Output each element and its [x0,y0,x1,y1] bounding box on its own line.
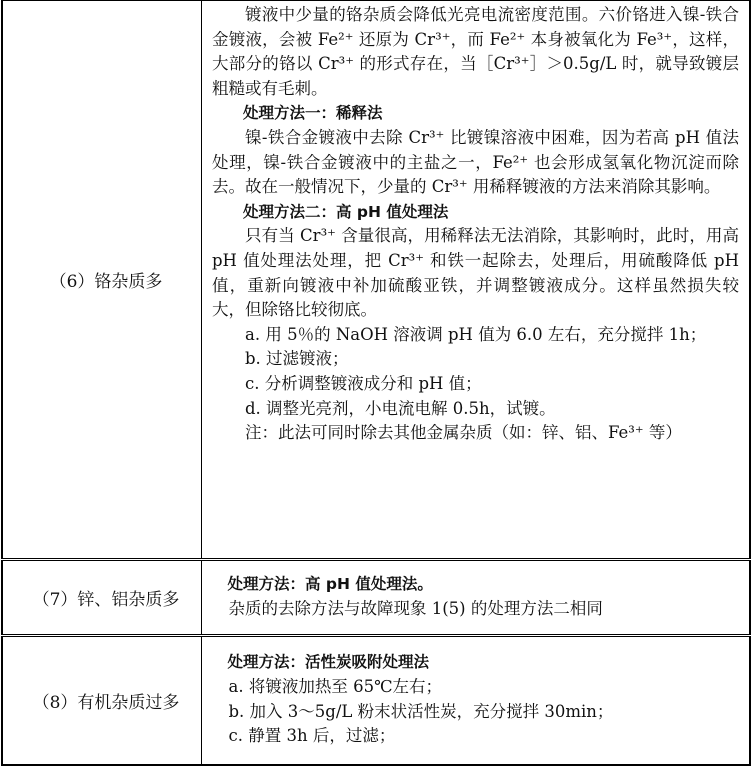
remedy-paragraph: 镍-铁合金镀液中去除 Cr³⁺ 比镀镍溶液中困难，因为若高 pH 值法处理，镍-铁合金镀液中的主盐之一，Fe²⁺ 也会形成氢氧化物沉淀而除去。故在一般情况下，少量的 Cr³⁺ 用稀释镀液的方法来消除其影响。 [212,127,739,197]
step-item: c. 分析调整镀液成分和 pH 值； [245,373,482,393]
fault-label-cell [2,636,202,766]
remedy-cell [202,560,751,636]
table-row [2,560,750,636]
fault-label: （6）铬杂质多 [49,272,163,292]
remedy-paragraph: 杂质的去除方法与故障现象 1(5) 的处理方法二相同 [228,598,603,618]
remedy-cell [202,636,751,766]
troubleshooting-table [1,0,751,766]
step-item: b. 过滤镀液； [245,349,349,369]
method-heading: 处理方法二：高 pH 值处理法 [243,202,449,221]
method-heading: 处理方法：活性炭吸附处理法 [227,653,430,672]
step-item: a. 将镀液加热至 65℃左右； [228,676,443,696]
step-item: a. 用 5％的 NaOH 溶液调 pH 值为 6.0 左右，充分搅拌 1h； [245,324,707,344]
fault-label: （7）锌、铝杂质多 [32,590,180,610]
note-paragraph: 注：此法可同时除去其他金属杂质（如：锌、铝、Fe³⁺ 等） [245,423,682,443]
step-item: b. 加入 3～5g/L 粉末状活性炭，充分搅拌 30min； [228,701,614,721]
method-heading: 处理方法一：稀释法 [243,104,383,123]
table-row [2,636,750,766]
fault-label-cell [2,1,202,560]
fault-label: （8）有机杂质过多 [32,693,180,713]
step-item: c. 静置 3h 后，过滤； [228,726,396,746]
remedy-cell [202,1,751,560]
remedy-paragraph: 镀液中少量的铬杂质会降低光亮电流密度范围。六价铬进入镍-铁合金镀液，会被 Fe²⁺ 还原为 Cr³⁺，而 Fe²⁺ 本身被氧化为 Fe³⁺，这样，大部分的铬以 Cr³⁺ 的形式存在，当［Cr³⁺］＞0.5g/L 时，就导致镀层粗糙或有毛刺。 [212,5,739,98]
fault-label-cell [2,560,202,636]
method-heading: 处理方法：高 pH 值处理法。 [227,574,433,593]
remedy-paragraph: 只有当 Cr³⁺ 含量很高，用稀释法无法消除，其影响时，此时，用高 pH 值处理法处理，把 Cr³⁺ 和铁一起除去，处理后，用硫酸降低 pH 值，重新向镀液中补加硫酸亚铁，并调整镀液成分。这样虽然损失较大，但除铬比较彻底。 [212,226,739,320]
table-row [2,1,750,560]
step-item: d. 调整光亮剂，小电流电解 0.5h，试镀。 [245,398,556,418]
